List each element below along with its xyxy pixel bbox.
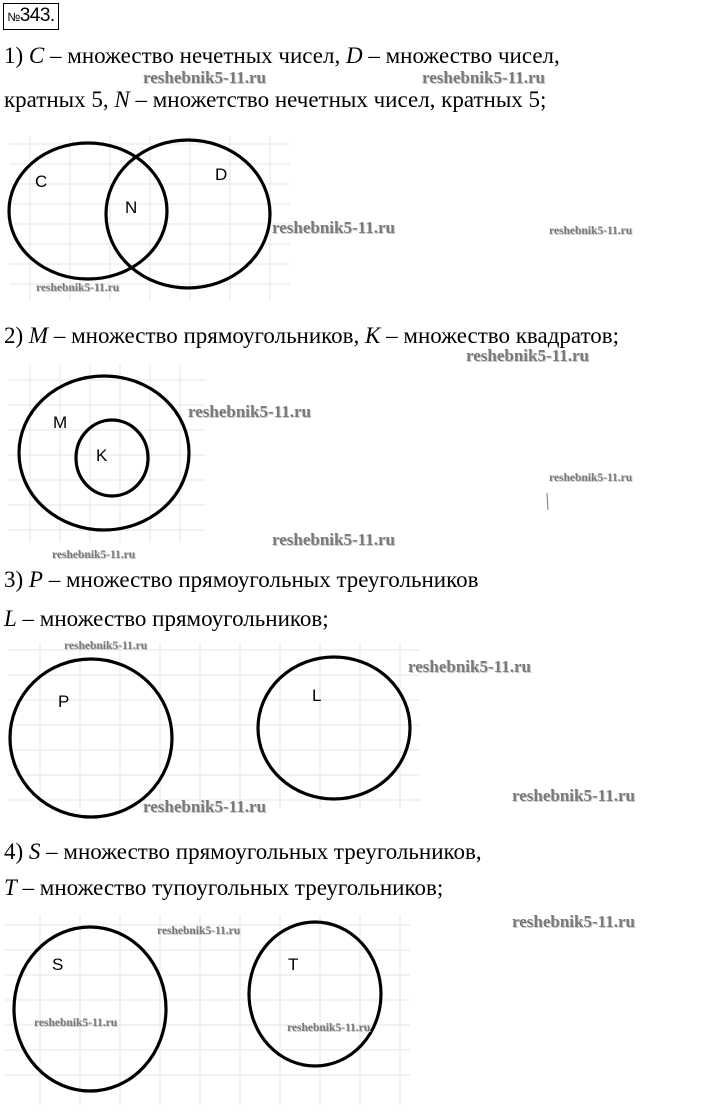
number-sign: № <box>7 10 20 24</box>
problem-number <box>3 3 59 30</box>
item4-line1 <box>4 838 482 866</box>
set-s-symbol: S <box>28 839 41 864</box>
set-m-definition: – множество прямоугольников, <box>48 323 366 348</box>
label-s: S <box>52 955 64 974</box>
set-n-definition: – множетство нечетных чисел, кратных 5; <box>129 87 547 112</box>
circle-s <box>14 927 166 1091</box>
circle-p <box>10 659 172 817</box>
watermark: reshebnik5-11.ru <box>466 346 589 365</box>
watermark: reshebnik5-11.ru <box>408 657 531 676</box>
label-n: N <box>125 198 138 217</box>
item3-line2 <box>4 605 329 633</box>
label-m: M <box>53 413 68 432</box>
set-c-symbol: C <box>28 43 45 68</box>
item3-line1 <box>4 566 478 594</box>
watermark: reshebnik5-11.ru <box>52 549 136 561</box>
set-m-symbol: M <box>28 323 49 348</box>
item4-number: 4) <box>4 839 29 864</box>
watermark: reshebnik5-11.ru <box>272 218 395 237</box>
label-k: K <box>96 446 108 465</box>
set-k-symbol: K <box>365 323 381 348</box>
set-k-definition: – множество квадратов; <box>380 323 620 348</box>
set-t-definition: – множество тупоугольных треугольников; <box>16 875 444 900</box>
item3-number: 3) <box>4 567 29 592</box>
watermark: reshebnik5-11.ru <box>512 912 635 931</box>
set-t-symbol: T <box>4 875 17 900</box>
circle-k <box>76 420 148 496</box>
set-l-definition: – множество прямоугольников; <box>16 606 329 631</box>
label-p: P <box>58 692 70 711</box>
label-l: L <box>312 686 322 705</box>
venn-diagram-st <box>0 910 716 1110</box>
venn-diagram-pl <box>0 640 716 810</box>
watermark: reshebnik5-11.ru <box>549 225 633 237</box>
number-value: 343. <box>19 5 55 26</box>
item1-line1 <box>4 42 560 70</box>
watermark: reshebnik5-11.ru <box>34 1017 118 1029</box>
set-p-definition: – множество прямоугольных треугольников <box>42 567 479 592</box>
set-c-definition: – множество нечетных чисел, <box>44 43 346 68</box>
label-c: C <box>35 172 48 191</box>
watermark: reshebnik5-11.ru <box>157 925 241 937</box>
set-d-definition-cont: кратных 5, <box>4 87 115 112</box>
grid-background <box>5 915 410 1105</box>
watermark: reshebnik5-11.ru <box>422 68 545 87</box>
circle-t <box>249 922 381 1066</box>
item1-number: 1) <box>4 43 29 68</box>
label-d: D <box>215 165 228 184</box>
set-d-definition: – множество чисел, <box>362 43 560 68</box>
watermark: reshebnik5-11.ru <box>188 402 311 421</box>
item4-line2 <box>4 874 443 902</box>
stray-mark <box>547 493 548 510</box>
watermark: reshebnik5-11.ru <box>272 530 395 549</box>
watermark: reshebnik5-11.ru <box>143 68 266 87</box>
grid-background <box>8 643 420 808</box>
item1-line2 <box>4 86 546 114</box>
watermark: reshebnik5-11.ru <box>143 797 266 816</box>
set-d-symbol: D <box>345 43 363 68</box>
watermark: reshebnik5-11.ru <box>549 472 633 484</box>
circle-c <box>9 143 167 279</box>
item2-number: 2) <box>4 323 29 348</box>
grid-background <box>10 136 290 300</box>
set-p-symbol: P <box>28 567 43 592</box>
watermark: reshebnik5-11.ru <box>512 786 635 805</box>
circle-l <box>258 657 410 799</box>
set-l-symbol: L <box>4 606 17 631</box>
venn-diagram-mk <box>0 360 716 545</box>
set-s-definition: – множество прямоугольных треугольников, <box>40 839 482 864</box>
watermark: reshebnik5-11.ru <box>287 1022 371 1034</box>
set-n-symbol: N <box>114 87 130 112</box>
watermark: reshebnik5-11.ru <box>36 282 120 294</box>
watermark: reshebnik5-11.ru <box>64 640 148 652</box>
label-t: T <box>288 955 299 974</box>
